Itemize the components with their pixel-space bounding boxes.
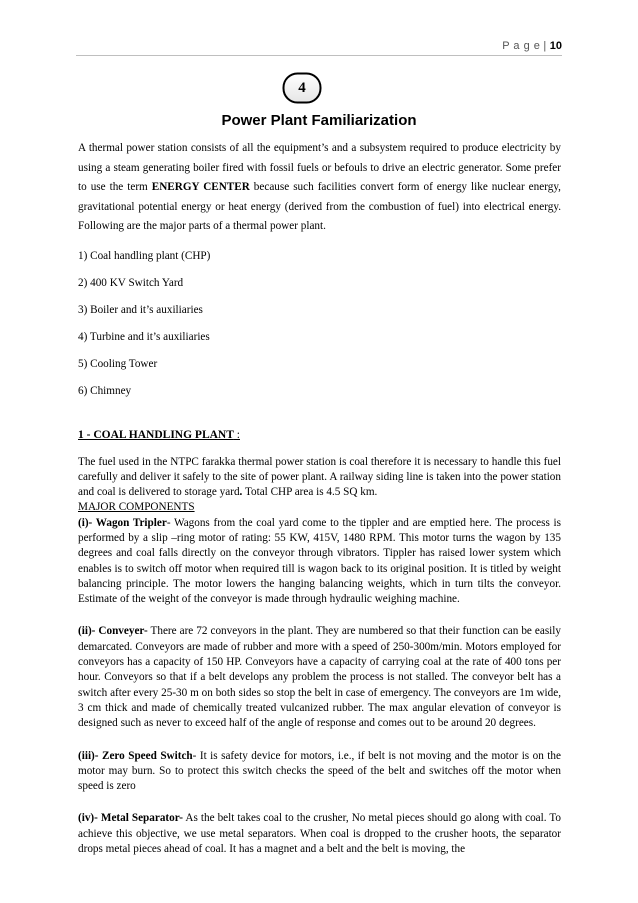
conveyer-paragraph (78, 624, 561, 731)
zero-speed-text: - It is safety device for motors, i.e., if belt is not moving and the motor is on the motor may burn. So to protect this switch checks the speed of the belt and switches off the motor when speed is zero (78, 749, 561, 793)
wagon-tripler-label: (i)- Wagon Tripler (78, 516, 167, 529)
list-item: 1) Coal handling plant (CHP) (78, 249, 211, 262)
chapter-number: 4 (298, 80, 306, 96)
intro-text-1: A thermal power station consists of all the equipment’s and a subsystem required to produce electricity by using a steam generating boiler fired with fossil fuels or befouls to drive an electric generator. Some prefer to use the term (78, 142, 561, 193)
header-rule (76, 55, 562, 56)
conveyer-text: There are 72 conveyors in the plant. They are numbered so that their function can be easily demarcated. Conveyors are made of rubber and more with a speed of 250-300m/min. Motors employed for conveyors has a capacity of 150 HP. Conveyors have a capacity of carrying coal at the rate of 400 tons per hour. Conveyors so that if a belt develops any problem the process is not stalled. The conveyor belt has a switch after every 25-30 m on both sides so stop the belt in case of emergency. The conveyors are 1m wide, 3 cm thick and made of chemically treated vulcanized rubber. The max angular elevation of conveyor is designed such as never to exceed half of the angle of response and comes out to be around 20 degrees. (78, 625, 561, 730)
metal-separator-paragraph (78, 811, 561, 857)
major-components-heading: MAJOR COMPONENTS (78, 501, 195, 514)
page-title: Power Plant Familiarization (221, 112, 417, 129)
metal-separator-label: (iv)- Metal Separator- (78, 812, 184, 825)
list-item: 5) Cooling Tower (78, 357, 158, 370)
chp-intro-text: The fuel used in the NTPC farakka thermal power station is coal therefore it is necessary to handle this fuel carefully and deliver it safely to the site of power plant. A railway siding line is taken into the power station and coal is delivered to storage yard (78, 455, 561, 499)
wagon-tripler-text: - Wagons from the coal yard come to the tippler and are emptied here. The process is performed by a slip –ring motor of rating: 55 KW, 415V, 1480 RPM. This motor turns the wagon by 135 degrees and coal falls directly on the conveyor through vibrators. Tippler has raised lower system which enables is to switch off motor when required till is wagon back to its original position. It is titled by weight balancing principle. The motor lowers the hanging balancing weights, which in turn tilts the conveyor. Estimate of the weight of the conveyor is made through hydraulic weighing machine. (78, 516, 561, 606)
zero-speed-paragraph (78, 749, 561, 795)
chp-intro-area: Total CHP area is 4.5 SQ km. (242, 486, 378, 499)
list-item: 4) Turbine and it’s auxiliaries (78, 330, 210, 343)
document-body (78, 139, 561, 857)
intro-emphasis: ENERGY CENTER (151, 181, 250, 193)
page-number: 10 (549, 40, 562, 52)
intro-paragraph (78, 139, 561, 237)
section-heading-suffix: : (233, 428, 240, 441)
page-header (502, 40, 562, 52)
list-item: 3) Boiler and it’s auxiliaries (78, 303, 203, 316)
conveyer-label: (ii)- Conveyer- (78, 625, 148, 638)
header-separator: | (543, 40, 547, 52)
zero-speed-label: (iii)- Zero Speed Switch (78, 749, 193, 762)
intro-text-2: because such facilities convert form of energy like nuclear energy, gravitational potential energy or heat energy (derived from the combustion of fuel) into electrical energy. Following are the major parts of a thermal power plant. (78, 181, 561, 232)
chp-intro-dot: . (239, 486, 243, 499)
chapter-badge (282, 72, 322, 104)
metal-separator-text: As the belt takes coal to the crusher, No metal pieces should go along with coal. To achieve this objective, we use metal separators. When coal is dropped to the crusher hoots, the separator drops metal pieces ahead of coal. It has a magnet and a belt and the belt is moving, the (78, 812, 561, 856)
parts-list (78, 249, 561, 398)
list-item: 2) 400 KV Switch Yard (78, 276, 184, 289)
list-item: 6) Chimney (78, 384, 132, 397)
page-label: P a g e (502, 40, 541, 52)
section-heading (78, 429, 561, 441)
section-heading-text: 1 - COAL HANDLING PLANT (78, 428, 234, 441)
chp-intro-paragraph (78, 455, 561, 608)
